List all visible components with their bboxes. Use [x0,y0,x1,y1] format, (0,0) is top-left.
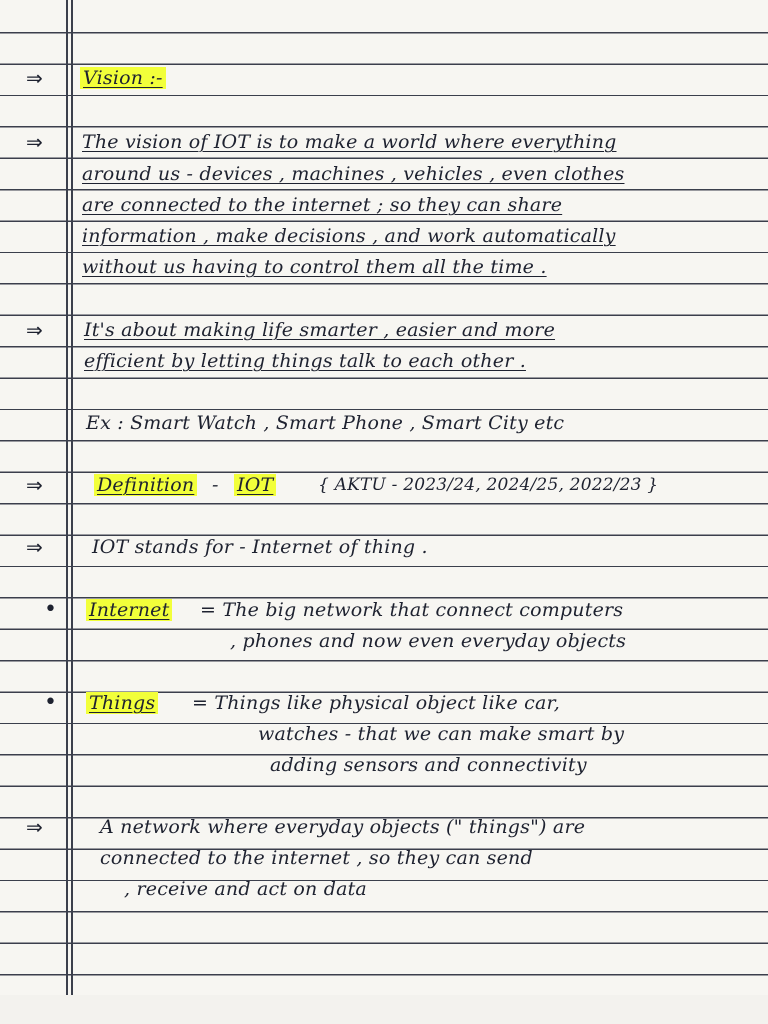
definition-dash: - [212,474,219,496]
things-line-1: = Things like physical object like car, [192,692,560,714]
about-line-2-row [0,345,768,375]
bullet-marker: • [44,597,55,622]
vision-heading: Vision :- [80,67,166,89]
about-line-2: efficient by letting things talk to each other . [84,350,526,372]
page-bottom-edge [0,995,768,1024]
example-row [0,407,768,437]
things-term: Things [86,692,158,714]
things-row-2 [0,718,768,748]
definition-label: Definition [94,474,197,496]
network-line-3: , receive and act on data [124,878,367,900]
vision-line-3-row [0,189,768,219]
internet-row-2 [0,625,768,655]
stands-for-text: IOT stands for - Internet of thing . [92,536,428,558]
arrow-marker: ⇒ [26,815,41,839]
things-line-2: watches - that we can make smart by [258,723,625,745]
arrow-marker: ⇒ [26,473,41,497]
arrow-marker: ⇒ [26,130,41,154]
arrow-marker: ⇒ [26,318,41,342]
vision-line-1: The vision of IOT is to make a world where everything [82,131,617,153]
internet-term: Internet [86,599,172,621]
network-line-2: connected to the internet , so they can send [100,847,533,869]
network-line-3-row [0,873,768,903]
internet-line-2: , phones and now even everyday objects [230,630,627,652]
vision-line-2: around us - devices , machines , vehicles , even clothes [82,163,625,185]
definition-row [0,469,768,499]
vision-line-5-row [0,251,768,281]
things-row-3 [0,749,768,779]
internet-row-1 [0,594,768,624]
about-line-1: It's about making life smarter , easier and more [84,319,556,341]
things-line-3: adding sensors and connectivity [270,754,587,776]
bullet-marker: • [44,690,55,715]
definition-source: { AKTU - 2023/24, 2024/25, 2022/23 } [318,475,659,495]
vision-line-5: without us having to control them all the time . [82,256,547,278]
network-line-1: A network where everyday objects (" things") are [100,816,586,838]
arrow-marker: ⇒ [26,66,41,90]
vision-line-1-row [0,126,768,156]
network-line-1-row [0,811,768,841]
arrow-marker: ⇒ [26,535,41,559]
things-row-1 [0,687,768,717]
example-text: Ex : Smart Watch , Smart Phone , Smart City etc [86,412,565,434]
vision-line-4: information , make decisions , and work automatically [82,225,616,247]
vision-line-2-row [0,158,768,188]
vision-heading-row [0,62,768,92]
definition-term: IOT [234,474,276,496]
stands-for-row [0,531,768,561]
internet-line-1: = The big network that connect computers [200,599,624,621]
about-line-1-row [0,314,768,344]
vision-line-4-row [0,220,768,250]
network-line-2-row [0,842,768,872]
vision-line-3: are connected to the internet ; so they can share [82,194,563,216]
